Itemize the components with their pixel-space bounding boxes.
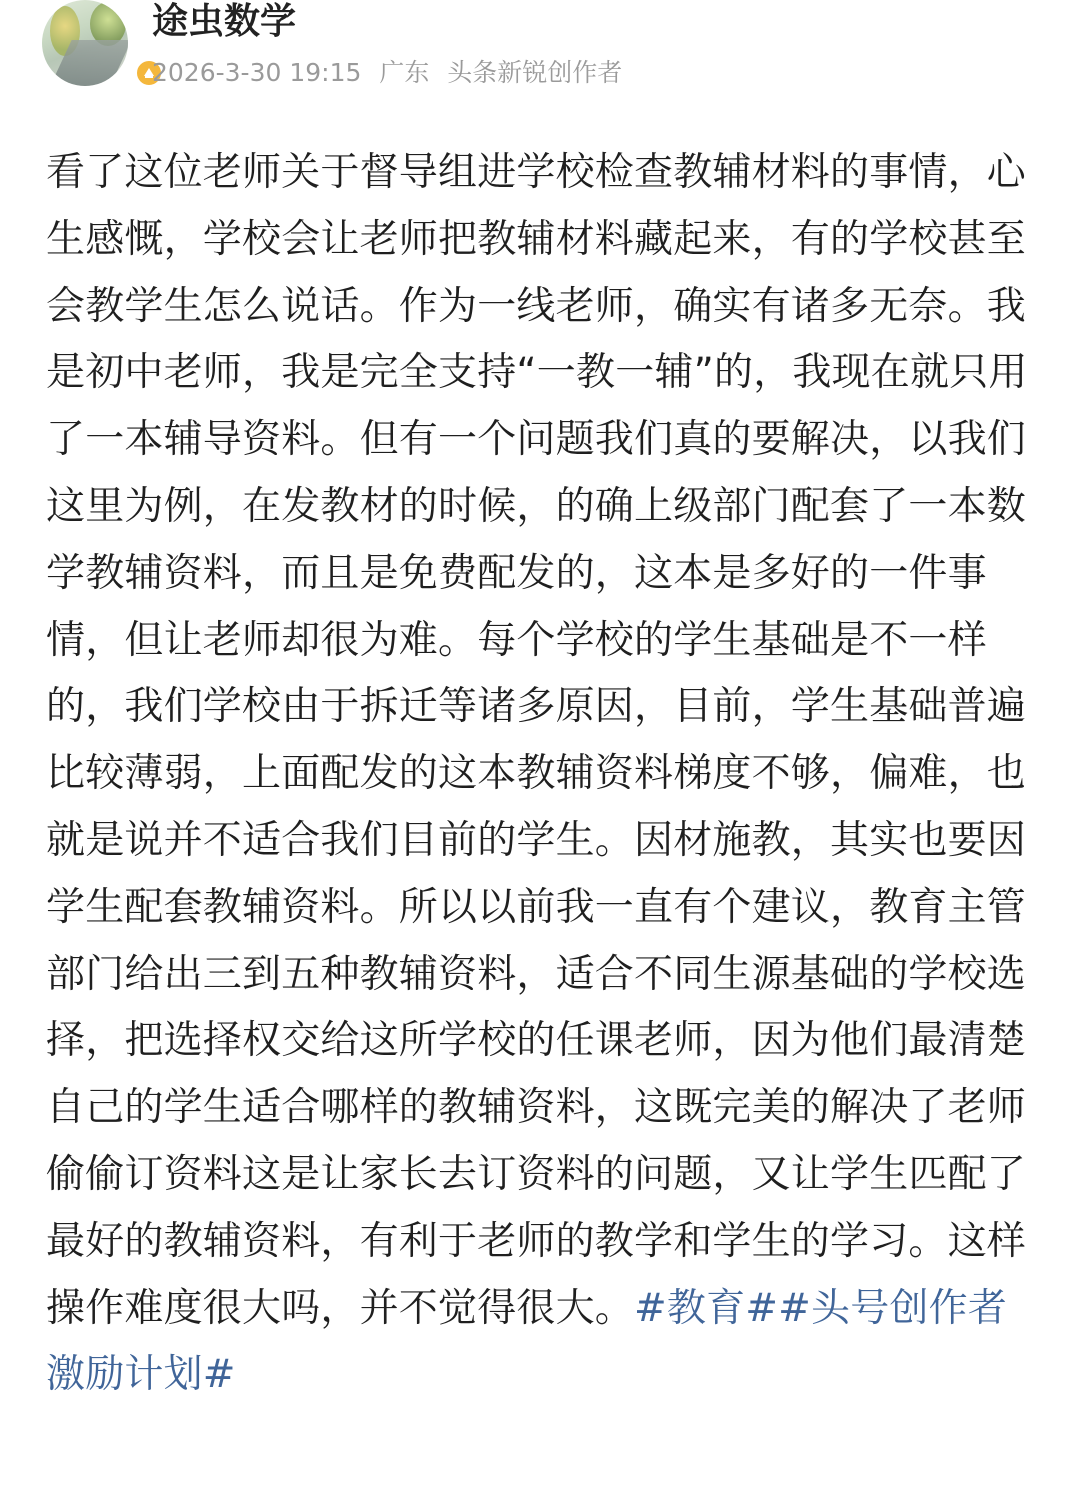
post-date: 2026-3-30 19:15	[152, 58, 362, 87]
hashtag-creator-program[interactable]: #头号创作者激励计划#	[46, 1285, 1008, 1398]
post-text: 看了这位老师关于督导组进学校检查教辅材料的事情，心生感慨，学校会让老师把教辅材料藏起来，有的学校甚至会教学生怎么说话。作为一线老师，确实有诸多无奈。我是初中老师，我是完全支持“一教一辅”的，我现在就只用了一本辅导资料。但有一个问题我们真的要解决，以我们这里为例，在发教材的时候，的确上级部门配套了一本数学教辅资料，而且是免费配发的，这本是多好的一件事情，但让老师却很为难。每个学校的学生基础是不一样的，我们学校由于拆迁等诸多原因，目前，学生基础普遍比较薄弱，上面配发的这本教辅资料梯度不够，偏难，也就是说并不适合我们目前的学生。因材施教，其实也要因学生配套教辅资料。所以以前我一直有个建议，教育主管部门给出三到五种教辅资料，适合不同生源基础的学校选择，把选择权交给这所学校的任课老师，因为他们最清楚自己的学生适合哪样的教辅资料，这既完美的解决了老师偷偷订资料这是让家长去订资料的问题，又让学生匹配了最好的教辅资料，有利于老师的教学和学生的学习。这样操作难度很大吗，并不觉得很大。	[46, 150, 1028, 1331]
avatar-image	[42, 0, 128, 86]
author-avatar[interactable]	[42, 0, 128, 86]
post-location: 广东	[379, 58, 430, 87]
author-name[interactable]: 途虫数学	[152, 1, 297, 42]
hashtag-education[interactable]: #教育#	[634, 1285, 779, 1331]
post-body	[46, 140, 1036, 1409]
post-meta	[152, 58, 632, 88]
post-header	[0, 0, 1080, 110]
author-tag: 头条新锐创作者	[447, 58, 623, 87]
